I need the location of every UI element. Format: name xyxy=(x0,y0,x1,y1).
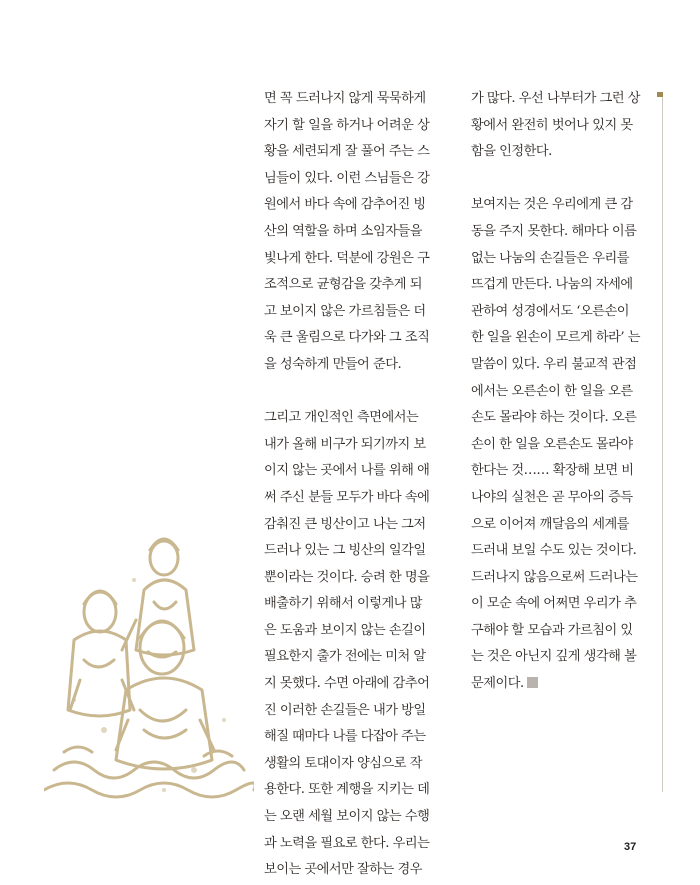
text-line: 이 모순 속에 어쩌면 우리가 추 xyxy=(471,596,637,612)
text-line: 드러나지 않음으로써 드러나는 xyxy=(471,569,638,585)
text-line: 에서는 오른손이 한 일을 오른 xyxy=(471,383,633,399)
right-text-column xyxy=(471,86,646,698)
margin-rule-marker xyxy=(657,92,663,97)
text-line: 고 보이지 않은 가르침들은 더 xyxy=(264,303,426,319)
text-line: 님들이 있다. 이런 스님들은 강 xyxy=(264,170,430,186)
text-line: 관하여 성경에서도 ‘오른손이 xyxy=(471,303,629,319)
text-line: 이지 않는 곳에서 나를 위해 애 xyxy=(264,463,430,479)
text-line: 해질 때마다 나를 다잡아 주는 xyxy=(264,729,426,745)
text-line: 보여지는 것은 우리에게 큰 감 xyxy=(471,197,633,213)
text-line: 말씀이 있다. 우리 불교적 관점 xyxy=(471,356,637,372)
text-line: 써 주신 분들 모두가 바다 속에 xyxy=(264,489,430,505)
paragraph xyxy=(264,86,439,379)
text-line: 함을 인정한다. xyxy=(471,144,552,160)
text-line: 과 노력을 필요로 한다. 우리는 xyxy=(264,835,430,851)
text-line: 나야의 실천은 곧 무아의 증득 xyxy=(471,489,633,505)
text-line: 은 도움과 보이지 않는 손길이 xyxy=(264,622,426,638)
text-line: 욱 큰 울림으로 다가와 그 조직 xyxy=(264,330,430,346)
text-line: 빛나게 한다. 덕분에 강원은 구 xyxy=(264,250,430,266)
text-line: 원에서 바다 속에 감추어진 빙 xyxy=(264,197,426,213)
text-line: 구해야 할 모습과 가르침이 있 xyxy=(471,622,633,638)
left-text-column xyxy=(264,86,439,884)
buddha-illustration xyxy=(44,520,254,810)
text-line: 드러내 보일 수도 있는 것이다. xyxy=(471,543,637,559)
text-line: 동을 주지 못한다. 해마다 이름 xyxy=(471,223,637,239)
text-line: 산의 역할을 하며 소임자들을 xyxy=(264,223,422,239)
text-line: 보이는 곳에서만 잘하는 경우 xyxy=(264,862,422,878)
text-line: 드러나 있는 그 빙산의 일각일 xyxy=(264,543,426,559)
text-line: 황에서 완전히 벗어나 있지 못 xyxy=(471,117,633,133)
text-line: 뿐이라는 것이다. 승려 한 명을 xyxy=(264,569,430,585)
text-line: 으로 이어져 깨달음의 세계를 xyxy=(471,516,629,532)
paragraph xyxy=(471,192,646,697)
text-line: 그리고 개인적인 측면에서는 xyxy=(264,410,419,426)
paragraph xyxy=(264,405,439,884)
text-line: 진 이러한 손길들은 내가 방일 xyxy=(264,702,426,718)
text-line: 조적으로 균형감을 갖추게 되 xyxy=(264,277,422,293)
text-line: 한 일을 왼손이 모르게 하라’ 는 xyxy=(471,330,641,346)
text-line: 면 꼭 드러나지 않게 묵묵하게 xyxy=(264,91,426,106)
paragraph xyxy=(471,86,646,166)
text-line: 한다는 것…… 확장해 보면 비 xyxy=(471,463,634,479)
text-line: 는 것은 아닌지 깊게 생각해 볼 xyxy=(471,649,637,665)
text-line: 가 많다. 우선 나부터가 그런 상 xyxy=(471,91,641,106)
text-line: 손이 한 일을 오른손도 몰라야 xyxy=(471,436,633,452)
margin-rule xyxy=(662,92,663,792)
text-line: 생활의 토대이자 양심으로 작 xyxy=(264,755,422,771)
text-line: 는 오랜 세월 보이지 않는 수행 xyxy=(264,809,430,825)
text-line: 을 성숙하게 만들어 준다. xyxy=(264,356,402,372)
text-line: 지 못했다. 수면 아래에 감추어 xyxy=(264,676,430,692)
text-line: 문제이다. xyxy=(471,671,646,698)
text-line: 손도 몰라야 하는 것이다. 오른 xyxy=(471,410,637,426)
text-line: 필요한지 출가 전에는 미처 알 xyxy=(264,649,426,665)
square-end-mark-icon xyxy=(527,677,538,688)
text-line: 자기 할 일을 하거나 어려운 상 xyxy=(264,117,430,133)
text-line: 용한다. 또한 계행을 지키는 데 xyxy=(264,782,430,798)
text-line: 뜨겁게 만든다. 나눔의 자세에 xyxy=(471,277,633,293)
text-line: 배출하기 위해서 이렇게나 많 xyxy=(264,596,422,612)
text-line: 감춰진 큰 빙산이고 나는 그저 xyxy=(264,516,426,532)
text-line: 내가 올해 비구가 되기까지 보 xyxy=(264,436,426,452)
text-line: 황을 세련되게 잘 풀어 주는 스 xyxy=(264,144,430,160)
page-number: 37 xyxy=(624,841,637,853)
text-line: 없는 나눔의 손길들은 우리를 xyxy=(471,250,629,266)
